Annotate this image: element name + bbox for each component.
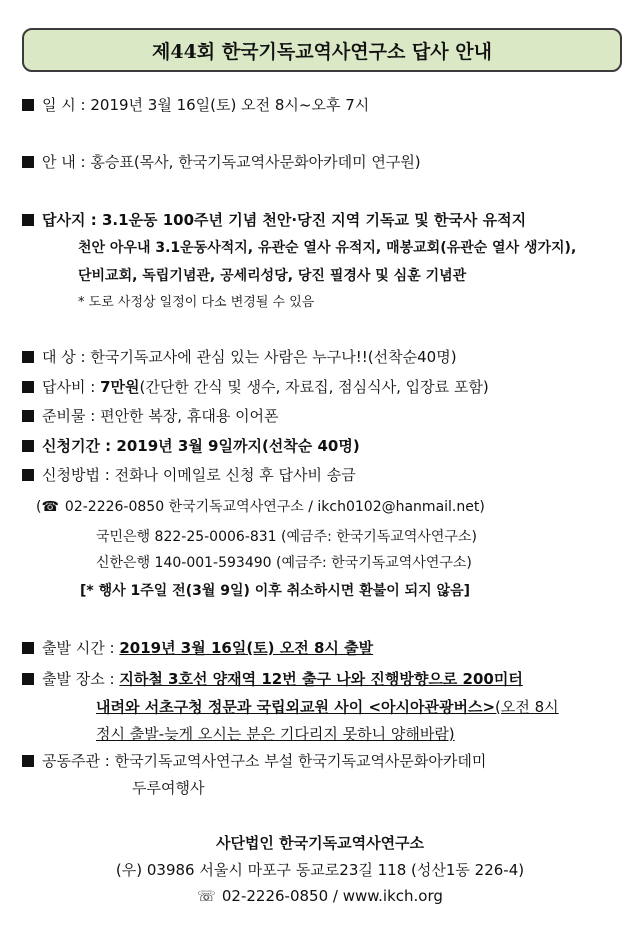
fee-detail: (간단한 간식 및 생수, 자료집, 점심식사, 입장료 포함) [139,378,489,396]
footer-contact: 02-2226-0850 / www.ikch.org [221,887,443,905]
host-value: 한국기독교역사연구소 부설 한국기독교역사문화아카데미 [114,752,487,770]
depart-place-row-2 [96,697,559,717]
bullet-icon [22,673,34,685]
fee-row [22,377,489,397]
prep-row [22,406,279,426]
host-value-2: 두루여행사 [132,779,205,797]
site-label: 답사지 : [42,211,97,229]
bullet-icon [22,410,34,422]
footer-address: (우) 03986 서울시 마포구 동교로23길 118 (성산1동 226-4) [115,861,525,879]
contact-line: 02-2226-0850 한국기독교역사연구소 / ikch0102@hanmail.net) [64,499,485,515]
site-detail-1: 천안 아우내 3.1운동사적지, 유관순 열사 유적지, 매봉교회(유관순 열사 생가지), [78,240,577,256]
site-note: * 도로 사정상 일정이 다소 변경될 수 있음 [78,295,315,310]
prep-value: 편안한 복장, 휴대용 이어폰 [100,407,279,425]
footer-org: 사단법인 한국기독교역사연구소 [215,834,425,852]
depart-time-value: 2019년 3월 16일(토) 오전 8시 출발 [119,639,374,657]
footer-contact-row [0,887,640,905]
host-label: 공동주관 : [42,752,110,770]
site-row [22,210,526,230]
bullet-icon [22,214,34,226]
bullet-icon [22,99,34,111]
prep-label: 준비물 : [42,407,96,425]
contact-open: ( [36,499,42,515]
depart-place-row [22,669,523,689]
date-label: 일 시 : [42,96,86,114]
method-value: 전화나 이메일로 신청 후 답사비 송금 [114,466,356,484]
target-value: 한국기독교사에 관심 있는 사람은 누구나!!(선착순40명) [90,348,457,366]
page-title: 제44회 한국기독교역사연구소 답사 안내 [22,28,622,72]
target-row [22,347,457,367]
bullet-icon [22,440,34,452]
bullet-icon [22,381,34,393]
depart-place-3: 정시 출발-늦게 오시는 분은 기다리지 못하니 양해바람) [96,725,455,743]
bullet-icon [22,351,34,363]
bullet-icon [22,469,34,481]
depart-time-label: 출발 시간 : [42,639,115,657]
deadline-label: 신청기간 : [42,437,112,455]
bank-2: 신한은행 140-001-593490 (예금주: 한국기독교역사연구소) [96,555,472,571]
target-label: 대 상 : [42,348,86,366]
site-detail-2: 단비교회, 독립기념관, 공세리성당, 당진 필경사 및 심훈 기념관 [78,268,467,284]
site-value: 3.1운동 100주년 기념 천안·당진 지역 기독교 및 한국사 유적지 [101,211,527,229]
deadline-value: 2019년 3월 9일까지(선착순 40명) [116,437,360,455]
fee-label: 답사비 : [42,378,96,396]
refund-note: [* 행사 1주일 전(3월 9일) 이후 취소하시면 환불이 되지 않음] [80,583,471,599]
bank-1: 국민은행 822-25-0006-831 (예금주: 한국기독교역사연구소) [96,529,477,545]
guide-value: 홍승표(목사, 한국기독교역사문화아카데미 연구원) [90,153,421,171]
guide-row [22,152,421,172]
deadline-row [22,436,360,456]
contact-line-row [36,497,485,517]
guide-label: 안 내 : [42,153,86,171]
bullet-icon [22,156,34,168]
depart-time-row [22,638,373,658]
date-row [22,95,369,115]
depart-place-1: 지하철 3호선 양재역 12번 출구 나와 진행방향으로 200미터 [119,670,523,688]
method-row [22,465,356,485]
bullet-icon [22,642,34,654]
date-value: 2019년 3월 16일(토) 오전 8시~오후 7시 [90,96,370,114]
depart-place-label: 출발 장소 : [42,670,115,688]
depart-place-2b: (오전 8시 [495,698,559,716]
fee-amount: 7만원 [100,378,140,396]
host-row [22,751,486,771]
bullet-icon [22,755,34,767]
depart-place-2a: 내려와 서초구청 정문과 국립외교원 사이 <아시아관광버스> [96,698,496,716]
phone-icon: ☏ [197,887,216,905]
phone-icon: ☎ [41,499,59,515]
method-label: 신청방법 : [42,466,110,484]
